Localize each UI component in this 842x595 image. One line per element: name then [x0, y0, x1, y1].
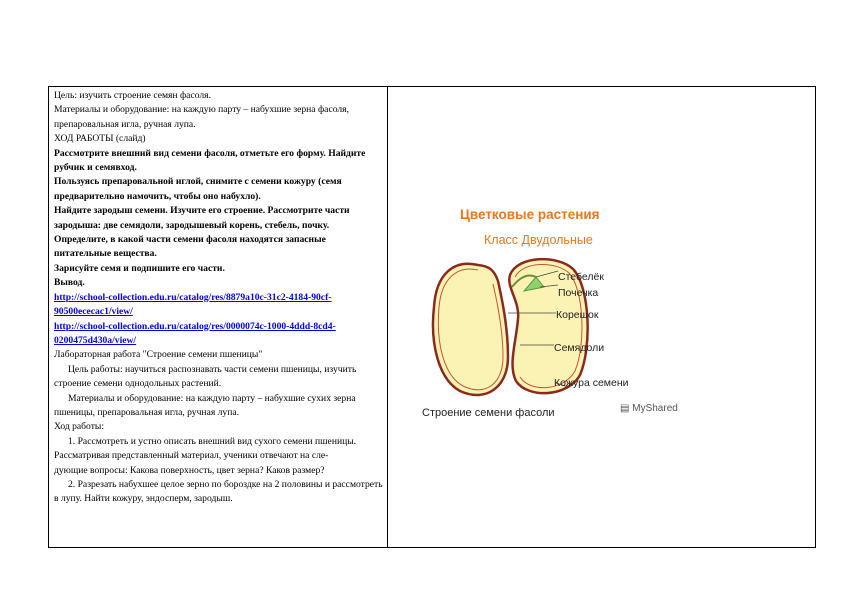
bean-seed-illustration	[408, 247, 688, 397]
presentation-icon: ▤	[620, 403, 630, 414]
step-5: Зарисуйте семя и подпишите его части.	[54, 262, 225, 274]
lab-step-1b: дующие вопросы: Какова поверхность, цвет зерна? Каков размер?	[54, 464, 325, 476]
step-1: Рассмотрите внешний вид семени фасоля, отметьте его форму. Найдите рубчик и семявход.	[54, 147, 366, 174]
figure-subtitle: Класс Двудольные	[484, 233, 593, 247]
lab-materials: Материалы и оборудование: на каждую парту – набухшие сухих зерна пшеницы, препаровальная игла, ручная лупа.	[54, 392, 356, 418]
label-cotyledons: Семядоли	[554, 342, 605, 354]
step-4: Определите, в какой части семени фасоля находятся запасные питательные вещества.	[54, 234, 326, 260]
figure-cell	[388, 87, 815, 547]
worksheet-table	[48, 86, 816, 548]
materials-text: Материалы и оборудование: на каждую парту – набухшие зерна фасоля, препаровальная игла, ручная лупа.	[54, 104, 349, 130]
conclusion-text: Вывод.	[54, 277, 85, 289]
lab-step-2: 2. Разрезать набухшее целое зерно по бороздке на 2 половины и рассмотреть в лупу. Найти кожуру, эндосперм, зародыш.	[54, 478, 383, 505]
step-2: Пользуясь препаровальной иглой, снимите с семени кожуру (семя предварительно намочить, чтобы оно набухло).	[54, 176, 342, 202]
label-seed-coat: Кожура семени	[554, 377, 629, 389]
lab-step-1a: 1. Рассмотреть и устно описать внешний вид сухого семени пшеницы. Рассматривая представленный материал, ученики отвечают на сле-	[54, 435, 357, 462]
left-cotyledon	[433, 264, 508, 395]
resource-link-2[interactable]: http://school-collection.edu.ru/catalog/res/0000074c-1000-4ddd-8cd4-0200475d430a/view/	[54, 320, 336, 346]
lab-goal: Цель работы: научиться распознавать части семени пшеницы, изучить строение семени однодольных растений.	[54, 363, 357, 390]
lab-progress-title: Ход работы:	[54, 421, 105, 433]
label-bud: Почечка	[558, 287, 599, 299]
progress-title: ХОД РАБОТЫ (слайд)	[54, 133, 146, 145]
watermark-text: MyShared	[632, 403, 678, 414]
instructions-cell	[54, 89, 384, 507]
resource-link-1[interactable]: http://school-collection.edu.ru/catalog/res/8879a10c-31c2-4184-90cf-90500ececac1/view/	[54, 291, 332, 318]
step-3: Найдите зародыш семени. Изучите его строение. Рассмотрите части зародыша: две семядоли, зародышевый корень, стебель, почку.	[54, 205, 350, 231]
lab-title: Лабораторная работа "Строение семени пшеницы"	[54, 349, 263, 361]
figure-caption: Строение семени фасоли	[422, 407, 555, 419]
goal-text: Цель: изучить строение семян фасоля.	[54, 90, 211, 101]
figure-title: Цветковые растения	[460, 207, 600, 222]
label-stem: Стебелёк	[558, 271, 604, 283]
label-root: Корешок	[556, 309, 599, 321]
watermark	[620, 403, 678, 414]
